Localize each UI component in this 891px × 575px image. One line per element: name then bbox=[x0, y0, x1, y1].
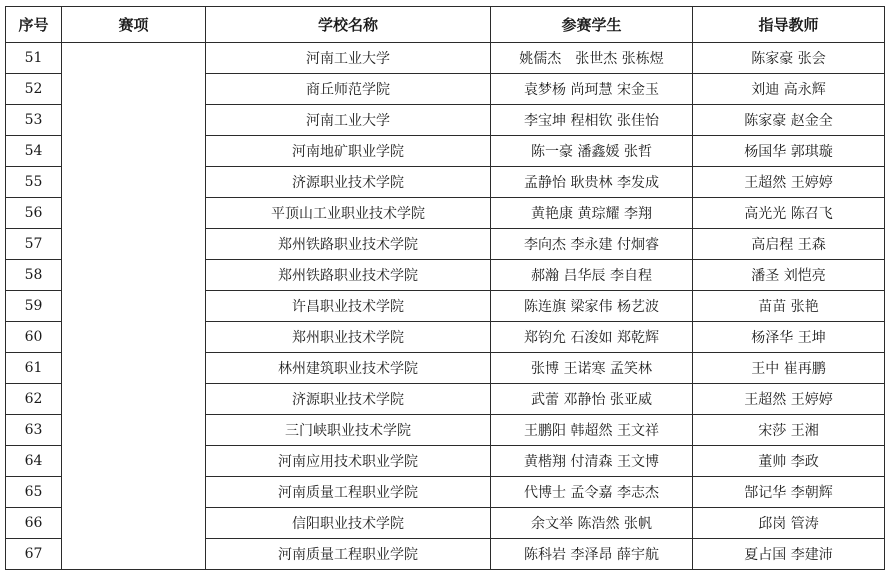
teacher-names: 杨国华 郭琪璇 bbox=[693, 136, 885, 167]
row-number: 63 bbox=[6, 415, 62, 446]
row-number: 55 bbox=[6, 167, 62, 198]
table-row bbox=[6, 43, 885, 74]
row-number: 54 bbox=[6, 136, 62, 167]
student-names: 陈科岩 李泽昂 薛宇航 bbox=[491, 539, 693, 570]
teacher-names: 夏占国 李建沛 bbox=[693, 539, 885, 570]
teacher-names: 苗苗 张艳 bbox=[693, 291, 885, 322]
row-number: 58 bbox=[6, 260, 62, 291]
student-names: 孟静怡 耿贵林 李发成 bbox=[491, 167, 693, 198]
table-body bbox=[6, 43, 885, 570]
student-names: 张博 王诺寒 孟笑林 bbox=[491, 353, 693, 384]
student-names: 王鹏阳 韩超然 王文祥 bbox=[491, 415, 693, 446]
school-name: 郑州铁路职业技术学院 bbox=[206, 229, 491, 260]
teacher-names: 高光光 陈召飞 bbox=[693, 198, 885, 229]
school-name: 林州建筑职业技术学院 bbox=[206, 353, 491, 384]
school-name: 济源职业技术学院 bbox=[206, 167, 491, 198]
row-number: 51 bbox=[6, 43, 62, 74]
student-names: 余文举 陈浩然 张帆 bbox=[491, 508, 693, 539]
header-students: 参赛学生 bbox=[491, 7, 693, 43]
teacher-names: 杨泽华 王坤 bbox=[693, 322, 885, 353]
teacher-names: 刘迪 高永辉 bbox=[693, 74, 885, 105]
row-number: 61 bbox=[6, 353, 62, 384]
student-names: 袁梦杨 尚珂慧 宋金玉 bbox=[491, 74, 693, 105]
teacher-names: 高启程 王森 bbox=[693, 229, 885, 260]
school-name: 三门峡职业技术学院 bbox=[206, 415, 491, 446]
header-category: 赛项 bbox=[62, 7, 206, 43]
teacher-names: 王超然 王婷婷 bbox=[693, 167, 885, 198]
student-names: 武蕾 邓静怡 张亚威 bbox=[491, 384, 693, 415]
school-name: 许昌职业技术学院 bbox=[206, 291, 491, 322]
row-number: 52 bbox=[6, 74, 62, 105]
awards-table bbox=[5, 6, 885, 570]
school-name: 信阳职业技术学院 bbox=[206, 508, 491, 539]
school-name: 河南质量工程职业学院 bbox=[206, 539, 491, 570]
school-name: 河南工业大学 bbox=[206, 43, 491, 74]
category-cell bbox=[62, 43, 206, 570]
teacher-names: 陈家豪 张会 bbox=[693, 43, 885, 74]
student-names: 郝瀚 吕华辰 李自程 bbox=[491, 260, 693, 291]
teacher-names: 王超然 王婷婷 bbox=[693, 384, 885, 415]
student-names: 郑钧允 石浚如 郑乾辉 bbox=[491, 322, 693, 353]
teacher-names: 宋莎 王湘 bbox=[693, 415, 885, 446]
header-school: 学校名称 bbox=[206, 7, 491, 43]
row-number: 62 bbox=[6, 384, 62, 415]
teacher-names: 郜记华 李朝辉 bbox=[693, 477, 885, 508]
header-teachers: 指导教师 bbox=[693, 7, 885, 43]
school-name: 平顶山工业职业技术学院 bbox=[206, 198, 491, 229]
school-name: 河南工业大学 bbox=[206, 105, 491, 136]
student-names: 姚儒杰 张世杰 张栋煜 bbox=[491, 43, 693, 74]
school-name: 济源职业技术学院 bbox=[206, 384, 491, 415]
row-number: 53 bbox=[6, 105, 62, 136]
student-names: 代博士 孟令嘉 李志杰 bbox=[491, 477, 693, 508]
school-name: 河南地矿职业学院 bbox=[206, 136, 491, 167]
teacher-names: 陈家豪 赵金全 bbox=[693, 105, 885, 136]
row-number: 67 bbox=[6, 539, 62, 570]
student-names: 李向杰 李永建 付炯睿 bbox=[491, 229, 693, 260]
teacher-names: 邱岗 管涛 bbox=[693, 508, 885, 539]
student-names: 黄楷翔 付清森 王文博 bbox=[491, 446, 693, 477]
teacher-names: 王中 崔再鹏 bbox=[693, 353, 885, 384]
school-name: 郑州职业技术学院 bbox=[206, 322, 491, 353]
row-number: 60 bbox=[6, 322, 62, 353]
student-names: 陈连旗 梁家伟 杨艺波 bbox=[491, 291, 693, 322]
teacher-names: 董帅 李政 bbox=[693, 446, 885, 477]
row-number: 59 bbox=[6, 291, 62, 322]
school-name: 河南应用技术职业学院 bbox=[206, 446, 491, 477]
row-number: 65 bbox=[6, 477, 62, 508]
row-number: 57 bbox=[6, 229, 62, 260]
row-number: 56 bbox=[6, 198, 62, 229]
header-row bbox=[6, 7, 885, 43]
header-no: 序号 bbox=[6, 7, 62, 43]
row-number: 66 bbox=[6, 508, 62, 539]
school-name: 郑州铁路职业技术学院 bbox=[206, 260, 491, 291]
student-names: 陈一豪 潘鑫媛 张哲 bbox=[491, 136, 693, 167]
teacher-names: 潘圣 刘恺亮 bbox=[693, 260, 885, 291]
student-names: 李宝坤 程相钦 张佳怡 bbox=[491, 105, 693, 136]
student-names: 黄艳康 黄琮耀 李翔 bbox=[491, 198, 693, 229]
school-name: 商丘师范学院 bbox=[206, 74, 491, 105]
school-name: 河南质量工程职业学院 bbox=[206, 477, 491, 508]
row-number: 64 bbox=[6, 446, 62, 477]
